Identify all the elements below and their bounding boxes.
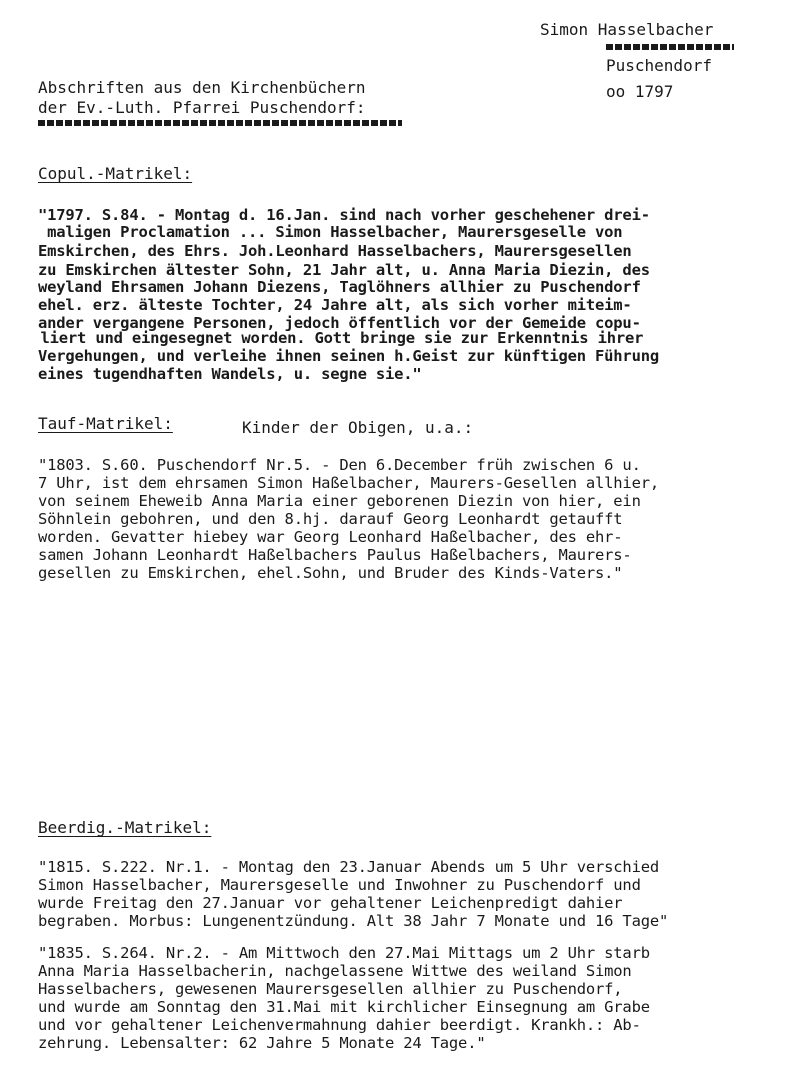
text-line: zehrung. Lebensalter: 62 Jahre 5 Monate 24 Tage." bbox=[38, 1034, 486, 1052]
person-name: Simon Hasselbacher bbox=[540, 20, 714, 39]
text-line: zu Emskirchen ältester Sohn, 21 Jahr alt, u. Anna Maria Diezin, des bbox=[38, 261, 650, 279]
title-underline bbox=[38, 120, 402, 126]
text-line: von seinem Eheweib Anna Maria einer geborenen Diezin von hier, ein bbox=[38, 492, 641, 510]
text-line: Emskirchen, des Ehrs. Joh.Leonhard Hasselbachers, Maurersgesellen bbox=[38, 242, 632, 260]
text-line: 7 Uhr, ist dem ehrsamen Simon Haßelbacher, Maurers-Gesellen allhier, bbox=[38, 474, 659, 492]
text-line: liert und eingesegnet worden. Gott bringe sie zur Erkenntnis ihrer bbox=[4, 329, 644, 347]
text-line: ehel. erz. älteste Tochter, 24 Jahre alt, als sich vorher miteim- bbox=[38, 296, 632, 314]
text-line: Vergehungen, und verleihe ihnen seinen h.Geist zur künftigen Führung bbox=[38, 347, 659, 365]
text-line: "1815. S.222. Nr.1. - Montag den 23.Januar Abends um 5 Uhr verschied bbox=[38, 858, 659, 876]
text-line: maligen Proclamation ... Simon Hasselbacher, Maurersgeselle von bbox=[38, 223, 623, 241]
text-line: Hasselbachers, gewesenen Maurersgesellen allhier zu Puschendorf, bbox=[38, 980, 623, 998]
text-line: Simon Hasselbacher, Maurersgeselle und Inwohner zu Puschendorf und bbox=[38, 876, 641, 894]
text-line: und wurde am Sonntag den 31.Mai mit kirchlicher Einsegnung am Grabe bbox=[38, 998, 650, 1016]
tauf-subtitle: Kinder der Obigen, u.a.: bbox=[242, 418, 474, 437]
text-line: eines tugendhaften Wandels, u. segne sie." bbox=[38, 365, 422, 383]
text-line: samen Johann Leonhardt Haßelbachers Paulus Haßelbachers, Maurers- bbox=[38, 546, 632, 564]
text-line: "1835. S.264. Nr.2. - Am Mittwoch den 27.Mai Mittags um 2 Uhr starb bbox=[38, 944, 650, 962]
text-line: "1797. S.84. - Montag d. 16.Jan. sind nach vorher geschehener drei- bbox=[38, 206, 650, 224]
beerdig-heading: Beerdig.-Matrikel: bbox=[38, 818, 212, 837]
text-line: Söhnlein gebohren, und den 8.hj. darauf Georg Leonhardt getaufft bbox=[38, 510, 623, 528]
document-title-line2: der Ev.-Luth. Pfarrei Puschendorf: bbox=[38, 98, 366, 117]
document-title-line1: Abschriften aus den Kirchenbüchern bbox=[38, 78, 366, 97]
text-line: gesellen zu Emskirchen, ehel.Sohn, und Bruder des Kinds-Vaters." bbox=[38, 564, 623, 582]
name-underline bbox=[606, 44, 734, 50]
text-line: begraben. Morbus: Lungenentzündung. Alt 38 Jahr 7 Monate und 16 Tage" bbox=[38, 912, 669, 930]
text-line: Anna Maria Hasselbacherin, nachgelassene Wittwe des weiland Simon bbox=[38, 962, 632, 980]
text-line: weyland Ehrsamen Johann Diezens, Taglöhners allhier zu Puschendorf bbox=[38, 278, 641, 296]
place-name: Puschendorf bbox=[606, 56, 712, 75]
text-line: "1803. S.60. Puschendorf Nr.5. - Den 6.December früh zwischen 6 u. bbox=[38, 456, 641, 474]
text-line: und vor gehaltener Leichenvermahnung dahier beerdigt. Krankh.: Ab- bbox=[38, 1016, 641, 1034]
marriage-year: oo 1797 bbox=[606, 82, 674, 101]
tauf-heading: Tauf-Matrikel: bbox=[38, 414, 173, 433]
text-line: wurde Freitag den 27.Januar vor gehaltener Leichenpredigt dahier bbox=[38, 894, 623, 912]
copul-heading: Copul.-Matrikel: bbox=[38, 164, 193, 183]
text-line: worden. Gevatter hiebey war Georg Leonhard Haßelbacher, des ehr- bbox=[38, 528, 623, 546]
text-line: ander vergangene Personen, jedoch öffentlich vor der Gemeide copu- bbox=[38, 314, 641, 332]
